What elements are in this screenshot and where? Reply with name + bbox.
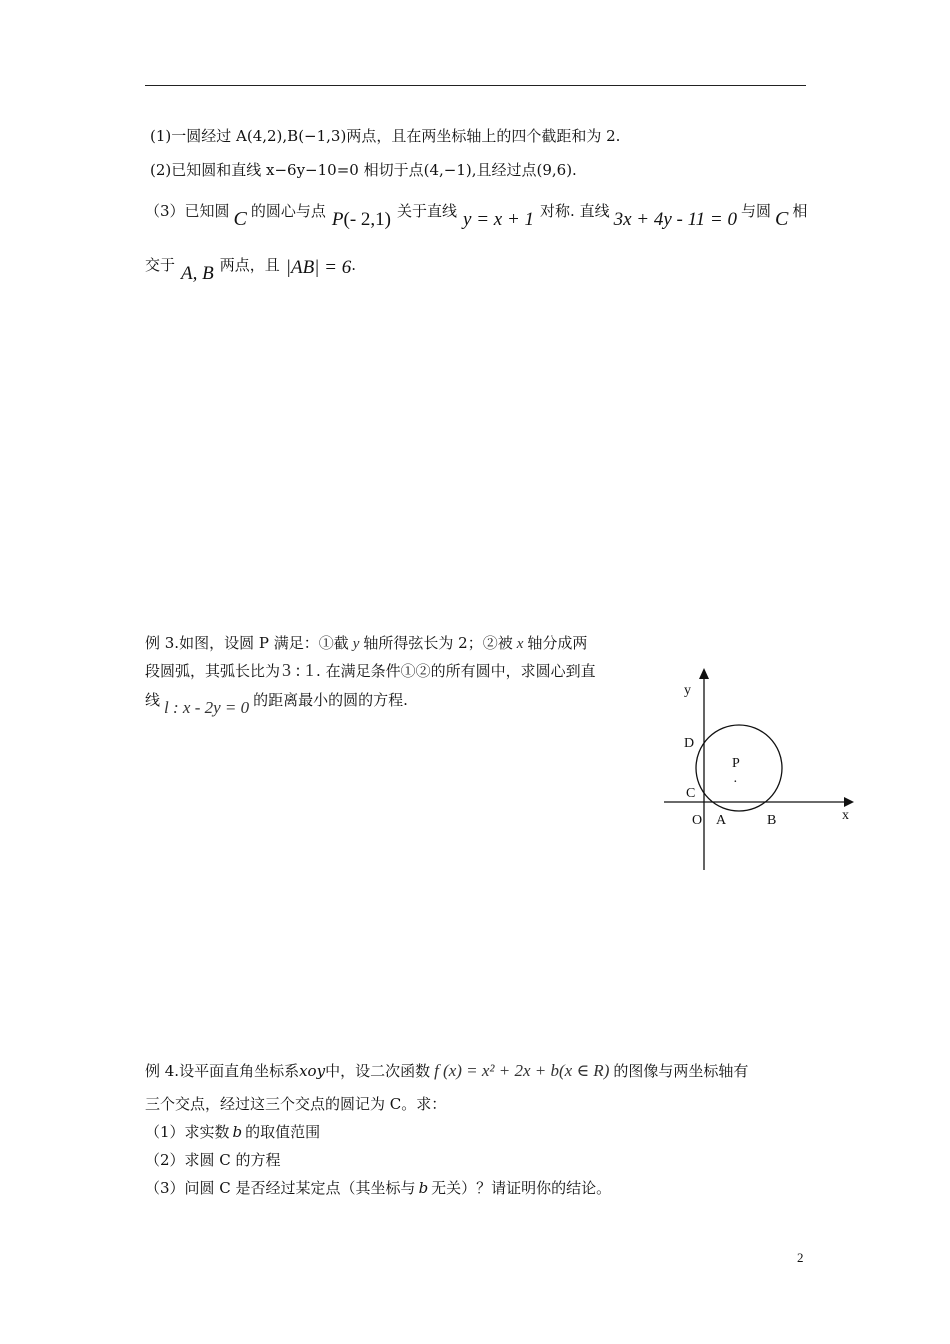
ex3-text-7: 的距离最小的圆的方程. bbox=[253, 691, 408, 709]
p3-text-5: 相 bbox=[792, 202, 808, 220]
ex3-text-1: 例 3.如图，设圆 P 满足：①截 bbox=[145, 634, 349, 652]
point-d-label: D bbox=[684, 736, 695, 751]
ex4-function: f (x) = x² + 2x + b(x ∈ R) bbox=[434, 1061, 610, 1080]
y-axis-label: y bbox=[684, 683, 691, 698]
example-4-q3 bbox=[145, 1178, 611, 1198]
p3-prefix: （3）已知圆 bbox=[145, 202, 230, 220]
p3-ab: A, B bbox=[181, 263, 214, 284]
point-p-dot: · bbox=[733, 775, 738, 790]
ex3-text-3: 轴分成两 bbox=[527, 634, 588, 652]
problem-2: (2)已知圆和直线 x−6y−10=0 相切于点(4,−1),且经过点(9,6). bbox=[150, 161, 577, 179]
p3-text-1: 的圆心与点 bbox=[250, 202, 326, 220]
ex4-text-3: 的图像与两坐标轴有 bbox=[613, 1062, 749, 1080]
ex4-q1-b: b bbox=[232, 1123, 243, 1141]
coordinate-figure bbox=[660, 665, 860, 875]
p3-circle-c2: C bbox=[775, 208, 789, 230]
point-a-label: A bbox=[716, 813, 727, 828]
origin-label: O bbox=[692, 813, 703, 828]
ex3-text-5: . 在满足条件①②的所有圆中，求圆心到直 bbox=[316, 662, 596, 680]
ex4-text-2: 中，设二次函数 bbox=[325, 1062, 431, 1080]
p3-text-8: . bbox=[351, 256, 357, 274]
p3-abs-ab: |AB| = 6 bbox=[285, 257, 352, 278]
ex3-text-4: 段圆弧，其弧长比为 bbox=[145, 662, 281, 680]
ex3-text-2: 轴所得弦长为 2；②被 bbox=[363, 634, 513, 652]
p3-point-p: P bbox=[331, 209, 344, 230]
page-number: 2 bbox=[797, 1250, 804, 1265]
p3-text-3: 对称. 直线 bbox=[540, 202, 610, 220]
ex4-q3-text-1: （3）问圆 C 是否经过某定点（其坐标与 bbox=[145, 1179, 416, 1197]
ex4-q3-text-2: 无关）？请证明你的结论。 bbox=[431, 1179, 612, 1197]
p3-text-4: 与圆 bbox=[741, 202, 772, 220]
problem-1: (1)一圆经过 A(4,2),B(−1,3)两点，且在两坐标轴上的四个截距和为 2. bbox=[150, 127, 621, 145]
problem-3-line-2 bbox=[145, 250, 356, 289]
x-axis-arrow bbox=[844, 797, 854, 807]
ex4-q3-b: b bbox=[418, 1179, 429, 1197]
p3-circle-c: C bbox=[233, 208, 247, 230]
example-3-line-2 bbox=[145, 660, 596, 681]
p3-text-2: 关于直线 bbox=[397, 202, 458, 220]
example-4-line-1 bbox=[145, 1060, 748, 1082]
ex3-line-l: l : x - 2y = 0 bbox=[164, 698, 250, 717]
example-3-line-3 bbox=[145, 686, 408, 722]
ex3-text-6: 线 bbox=[145, 691, 161, 709]
p3-text-7: 两点，且 bbox=[219, 256, 280, 274]
ex3-x: x bbox=[516, 636, 524, 652]
point-c-label: C bbox=[686, 786, 696, 801]
x-axis-label: x bbox=[842, 808, 849, 823]
ex4-q1-text-2: 的取值范围 bbox=[245, 1123, 321, 1141]
ex3-ratio: 3 : 1 bbox=[282, 660, 315, 680]
ex3-y: y bbox=[352, 636, 360, 652]
ex4-q1-text-1: （1）求实数 bbox=[145, 1123, 230, 1141]
example-3-line-1 bbox=[145, 633, 587, 654]
header-rule bbox=[145, 85, 806, 86]
p3-text-6: 交于 bbox=[145, 256, 176, 274]
p3-point-coords: (- 2,1) bbox=[343, 209, 391, 230]
p3-line2-eq: 3x + 4y - 11 = 0 bbox=[613, 209, 738, 230]
ex4-xoy: xoy bbox=[299, 1062, 326, 1080]
point-b-label: B bbox=[767, 813, 777, 828]
problem-3-line-1 bbox=[145, 196, 807, 235]
y-axis-arrow bbox=[699, 668, 709, 679]
point-p-label: P bbox=[732, 756, 740, 771]
example-4-line-2: 三个交点，经过这三个交点的圆记为 C。求： bbox=[145, 1095, 447, 1113]
example-4-q1 bbox=[145, 1122, 320, 1142]
ex4-text-1: 例 4.设平面直角坐标系 bbox=[145, 1062, 300, 1080]
p3-line-eq: y = x + 1 bbox=[463, 209, 535, 230]
example-4-q2: （2）求圆 C 的方程 bbox=[145, 1151, 281, 1169]
